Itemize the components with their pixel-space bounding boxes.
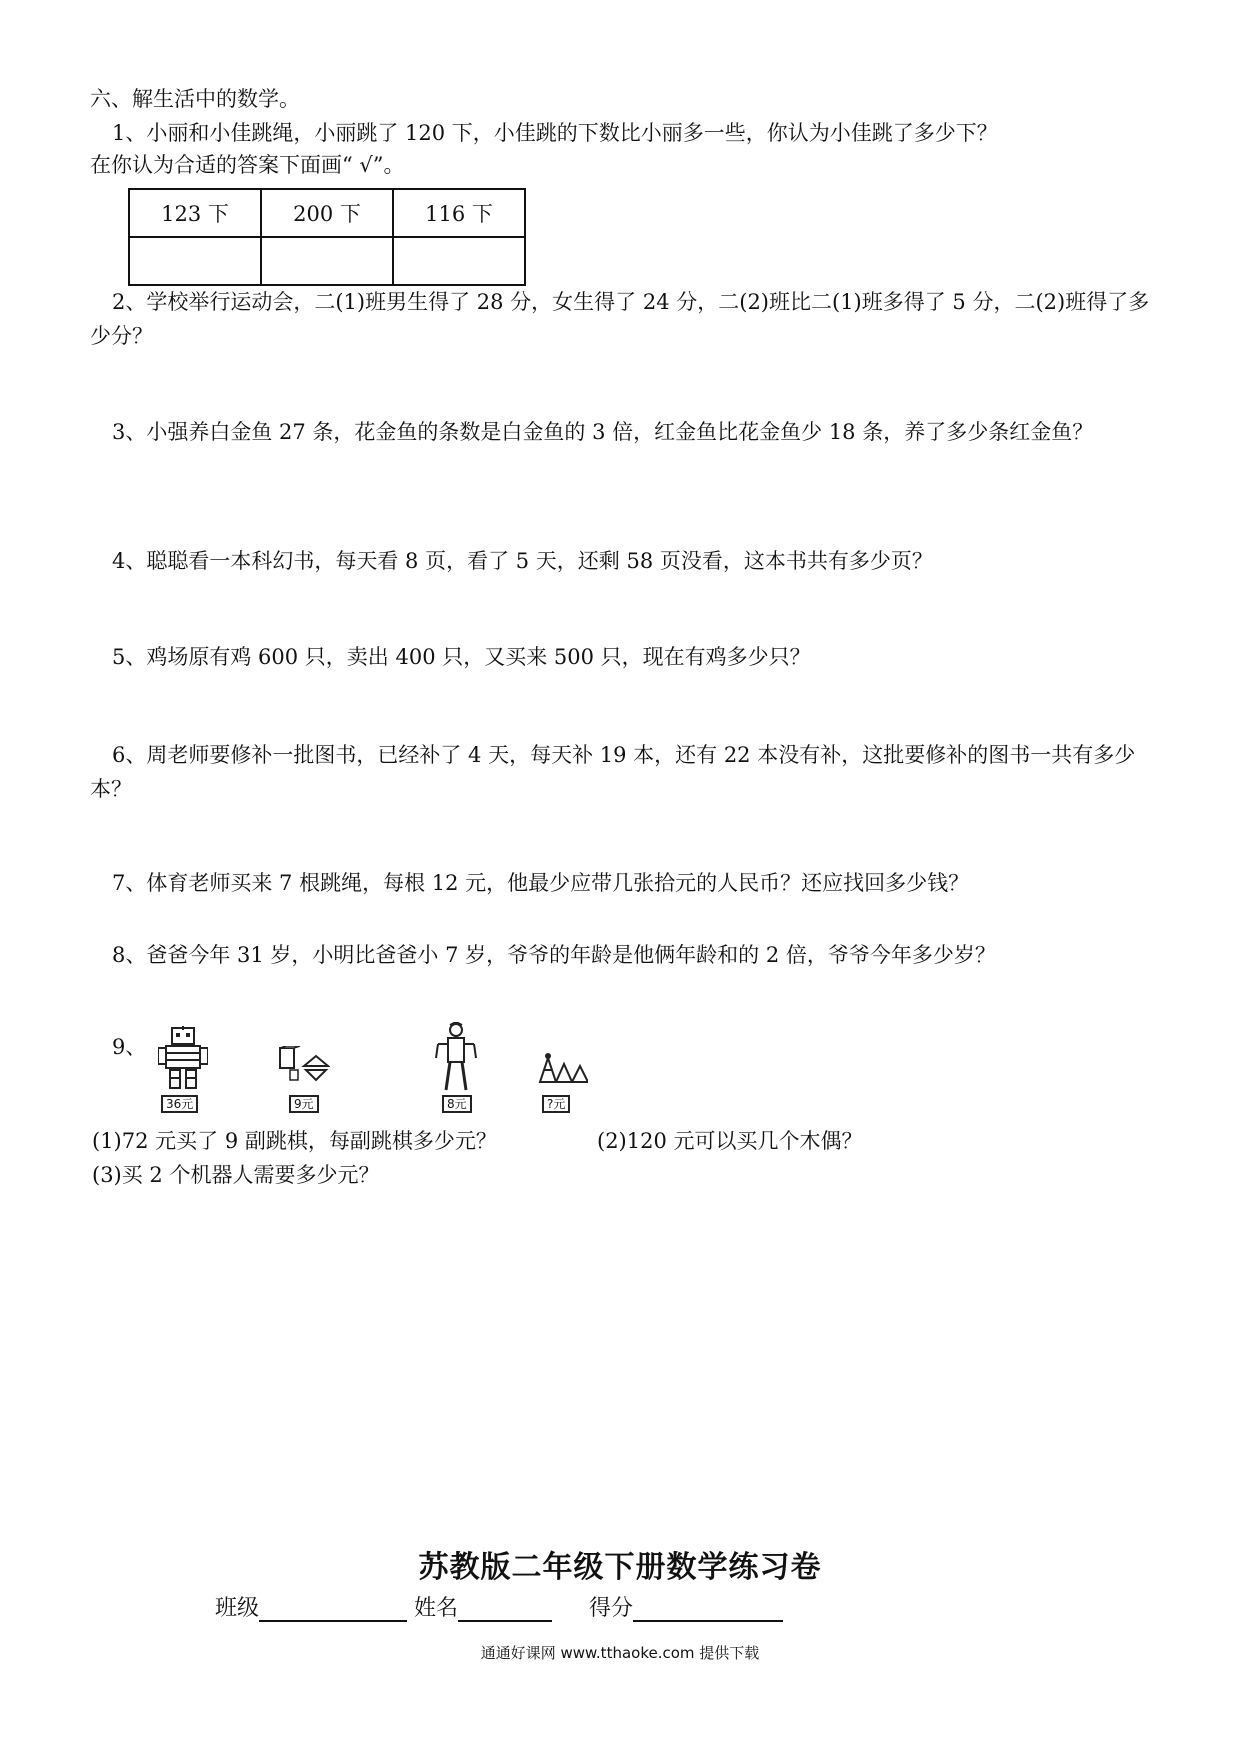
- cones-icon: [538, 1052, 588, 1084]
- answer-cell-3[interactable]: [393, 237, 525, 285]
- score-input-line[interactable]: [633, 1598, 783, 1622]
- option-123: 123 下: [129, 189, 261, 237]
- name-label: 姓名: [414, 1596, 459, 1621]
- question-7: 7、体育老师买来 7 根跳绳，每根 12 元，他最少应带几张拾元的人民币？还应找回多少钱？: [112, 871, 970, 895]
- question-4: 4、聪聪看一本科幻书，每天看 8 页，看了 5 天，还剩 58 页没看，这本书共有多少页？: [112, 549, 933, 573]
- answer-cell-2[interactable]: [261, 237, 393, 285]
- source-credit: 通通好课网 www.tthaoke.com 提供下载: [480, 1644, 760, 1662]
- question-9-label: 9、: [112, 1035, 147, 1059]
- question-9-sub2: (2)120 元可以买几个木偶？: [597, 1129, 863, 1153]
- robot-icon: [158, 1026, 208, 1091]
- option-200: 200 下: [261, 189, 393, 237]
- question-8: 8、爸爸今年 31 岁，小明比爸爸小 7 岁，爷爷的年龄是他俩年龄和的 2 倍，爷爷今年多少岁？: [112, 943, 996, 967]
- class-field: [215, 1591, 407, 1622]
- price-tag-chess: 9元: [289, 1095, 319, 1113]
- name-input-line[interactable]: [458, 1598, 552, 1622]
- question-2: 2、学校举行运动会，二(1)班男生得了 28 分，女生得了 24 分，二(2)班比二(1)班多得了 5 分，二(2)班得了多少分？: [90, 290, 1150, 348]
- class-label: 班级: [215, 1596, 260, 1621]
- puppet-icon: [434, 1022, 478, 1094]
- question-3: 3、小强养白金鱼 27 条，花金鱼的条数是白金鱼的 3 倍，红金鱼比花金鱼少 18 条，养了多少条红金鱼？: [112, 420, 1094, 444]
- price-tag-puppet: 8元: [442, 1095, 472, 1113]
- name-field: [414, 1591, 552, 1622]
- score-field: [589, 1591, 783, 1622]
- option-116: 116 下: [393, 189, 525, 237]
- question-9-sub3: (3)买 2 个机器人需要多少元？: [92, 1163, 380, 1187]
- price-tag-robot: 36元: [161, 1095, 198, 1113]
- section-title: 六、解生活中的数学。: [90, 87, 300, 111]
- question-9-sub1: (1)72 元买了 9 副跳棋，每副跳棋多少元？: [92, 1129, 497, 1153]
- chess-icon: [276, 1046, 330, 1084]
- question-1-line2: 在你认为合适的答案下面画“ √”。: [90, 153, 405, 177]
- price-tag-unknown: ?元: [542, 1095, 570, 1113]
- question-6: 6、周老师要修补一批图书，已经补了 4 天，每天补 19 本，还有 22 本没有补，这批要修补的图书一共有多少本？: [90, 743, 1136, 801]
- answer-cell-1[interactable]: [129, 237, 261, 285]
- class-input-line[interactable]: [259, 1598, 407, 1622]
- answer-table: [128, 188, 526, 286]
- question-1-line1: 1、小丽和小佳跳绳，小丽跳了 120 下，小佳跳的下数比小丽多一些，你认为小佳跳了多少下？: [112, 121, 998, 145]
- paper-title: 苏教版二年级下册数学练习卷: [418, 1550, 822, 1585]
- score-label: 得分: [589, 1596, 634, 1621]
- question-5: 5、鸡场原有鸡 600 只，卖出 400 只，又买来 500 只，现在有鸡多少只？: [112, 645, 811, 669]
